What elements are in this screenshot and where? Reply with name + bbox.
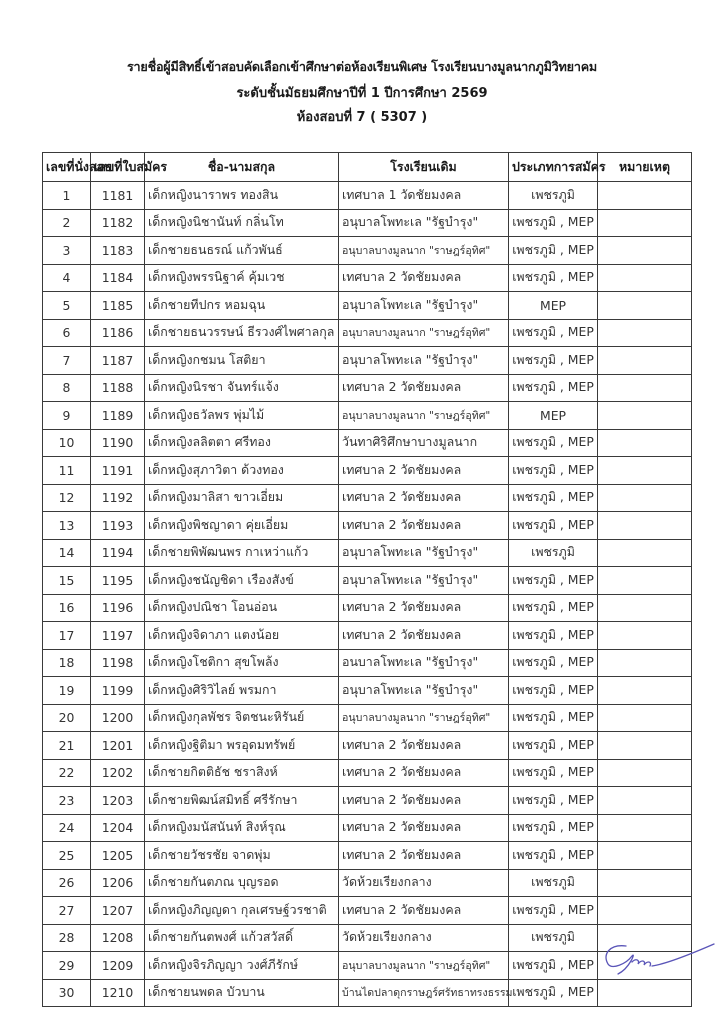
application-number-cell: 1183 [91, 237, 145, 265]
table-row [43, 979, 692, 1007]
application-type-cell: เพชรภูมิ , MEP [509, 649, 598, 677]
previous-school-cell: อนุบาลโพทะเล "รัฐบำรุง" [339, 347, 509, 375]
application-type-cell: เพชรภูมิ , MEP [509, 952, 598, 980]
previous-school-cell: เทศบาล 2 วัดชัยมงคล [339, 787, 509, 815]
previous-school-cell: บ้านไดปลาดุกราษฎร์ศรัทธาทรงธรรม [339, 979, 509, 1007]
table-row [43, 897, 692, 925]
previous-school-cell: เทศบาล 2 วัดชัยมงคล [339, 732, 509, 760]
application-type-cell: เพชรภูมิ , MEP [509, 457, 598, 485]
table-header-row [43, 153, 692, 182]
seat-number-cell: 24 [43, 814, 91, 842]
previous-school-cell: อนุบาลโพทะเล "รัฐบำรุง" [339, 209, 509, 237]
student-name-cell: เด็กหญิงชนัญชิดา เรืองสังข์ [145, 567, 339, 595]
application-type-cell: MEP [509, 292, 598, 320]
previous-school-cell: อนุบาลโพทะเล "รัฐบำรุง" [339, 292, 509, 320]
application-type-cell: เพชรภูมิ , MEP [509, 374, 598, 402]
seat-number-cell: 13 [43, 512, 91, 540]
previous-school-cell: เทศบาล 2 วัดชัยมงคล [339, 814, 509, 842]
student-name-cell: เด็กหญิงจิดาภา แตงน้อย [145, 622, 339, 650]
previous-school-cell: เทศบาล 2 วัดชัยมงคล [339, 374, 509, 402]
seat-number-cell: 29 [43, 952, 91, 980]
table-row [43, 539, 692, 567]
application-type-cell: เพชรภูมิ , MEP [509, 704, 598, 732]
application-number-cell: 1190 [91, 429, 145, 457]
seat-number-cell: 15 [43, 567, 91, 595]
seat-number-cell: 26 [43, 869, 91, 897]
application-number-cell: 1192 [91, 484, 145, 512]
application-number-cell: 1198 [91, 649, 145, 677]
seat-number-cell: 3 [43, 237, 91, 265]
student-name-cell: เด็กชายธนธรณ์ แก้วพันธ์ [145, 237, 339, 265]
column-header-seat-number: เลขที่นั่งสอบ [43, 153, 91, 182]
application-type-cell: เพชรภูมิ , MEP [509, 979, 598, 1007]
student-name-cell: เด็กชายทีปกร หอมฉุน [145, 292, 339, 320]
remarks-cell [598, 814, 692, 842]
application-type-cell: เพชรภูมิ , MEP [509, 897, 598, 925]
remarks-cell [598, 677, 692, 705]
application-type-cell: เพชรภูมิ , MEP [509, 347, 598, 375]
document-title: รายชื่อผู้มีสิทธิ์เข้าสอบคัดเลือกเข้าศึกษาต่อห้องเรียนพิเศษ โรงเรียนบางมูลนากภูมิวิทยาคม [126, 59, 598, 74]
application-number-cell: 1206 [91, 869, 145, 897]
application-type-cell: เพชรภูมิ , MEP [509, 429, 598, 457]
table-row [43, 814, 692, 842]
remarks-cell [598, 402, 692, 430]
student-name-cell: เด็กชายกิตติธัช ชราสิงห์ [145, 759, 339, 787]
candidate-table [42, 152, 692, 1007]
remarks-cell [598, 732, 692, 760]
seat-number-cell: 1 [43, 182, 91, 210]
previous-school-cell: เทศบาล 2 วัดชัยมงคล [339, 622, 509, 650]
application-type-cell: เพชรภูมิ , MEP [509, 622, 598, 650]
remarks-cell [598, 842, 692, 870]
application-type-cell: เพชรภูมิ [509, 869, 598, 897]
application-type-cell: เพชรภูมิ [509, 539, 598, 567]
previous-school-cell: อนบาลโพทะเล "รัฐบำรุง" [339, 649, 509, 677]
application-number-cell: 1205 [91, 842, 145, 870]
remarks-cell [598, 704, 692, 732]
previous-school-cell: เทศบาล 2 วัดชัยมงคล [339, 759, 509, 787]
previous-school-cell: อนุบาลบางมูลนาก "ราษฎร์อุทิศ" [339, 319, 509, 347]
student-name-cell: เด็กหญิงนาราพร ทองสิน [145, 182, 339, 210]
table-row [43, 704, 692, 732]
table-row [43, 512, 692, 540]
remarks-cell [598, 512, 692, 540]
application-number-cell: 1187 [91, 347, 145, 375]
student-name-cell: เด็กหญิงกชมน โสติยา [145, 347, 339, 375]
document-subtitle-room: ห้องสอบที่ 7 ( 5307 ) [296, 110, 428, 125]
previous-school-cell: เทศบาล 2 วัดชัยมงคล [339, 897, 509, 925]
table-row [43, 209, 692, 237]
remarks-cell [598, 429, 692, 457]
application-type-cell: เพชรภูมิ , MEP [509, 512, 598, 540]
student-name-cell: เด็กหญิงมาลิสา ขาวเอี่ยม [145, 484, 339, 512]
seat-number-cell: 28 [43, 924, 91, 952]
student-name-cell: เด็กหญิงจิรภิญญา วงศ์ภีรักษ์ [145, 952, 339, 980]
seat-number-cell: 18 [43, 649, 91, 677]
remarks-cell [598, 539, 692, 567]
application-number-cell: 1203 [91, 787, 145, 815]
application-type-cell: MEP [509, 402, 598, 430]
column-header-remarks: หมายเหตุ [598, 153, 692, 182]
seat-number-cell: 30 [43, 979, 91, 1007]
remarks-cell [598, 374, 692, 402]
student-name-cell: เด็กชายธนวรรษน์ ธีรวงศ์ไพศาลกุล [145, 319, 339, 347]
previous-school-cell: เทศบาล 2 วัดชัยมงคล [339, 457, 509, 485]
application-type-cell: เพชรภูมิ , MEP [509, 814, 598, 842]
previous-school-cell: เทศบาล 2 วัดชัยมงคล [339, 264, 509, 292]
application-number-cell: 1182 [91, 209, 145, 237]
previous-school-cell: อนุบาลบางมูลนาก "ราษฎร์อุทิศ" [339, 704, 509, 732]
seat-number-cell: 2 [43, 209, 91, 237]
table-row [43, 622, 692, 650]
application-type-cell: เพชรภูมิ , MEP [509, 732, 598, 760]
previous-school-cell: วัดห้วยเรียงกลาง [339, 924, 509, 952]
application-number-cell: 1207 [91, 897, 145, 925]
seat-number-cell: 23 [43, 787, 91, 815]
remarks-cell [598, 484, 692, 512]
remarks-cell [598, 622, 692, 650]
previous-school-cell: อนุบาลบางมูลนาก "ราษฎร์อุทิศ" [339, 402, 509, 430]
previous-school-cell: อนุบาลโพทะเล "รัฐบำรุง" [339, 677, 509, 705]
seat-number-cell: 10 [43, 429, 91, 457]
table-row [43, 319, 692, 347]
student-name-cell: เด็กหญิงภิญญดา กุลเศรษฐ์วรชาติ [145, 897, 339, 925]
remarks-cell [598, 182, 692, 210]
student-name-cell: เด็กหญิงสุภาวิตา ด้วงทอง [145, 457, 339, 485]
application-number-cell: 1191 [91, 457, 145, 485]
table-row [43, 347, 692, 375]
seat-number-cell: 7 [43, 347, 91, 375]
table-row [43, 264, 692, 292]
table-row [43, 374, 692, 402]
remarks-cell [598, 787, 692, 815]
table-row [43, 869, 692, 897]
application-number-cell: 1200 [91, 704, 145, 732]
student-name-cell: เด็กชายพิพัฒนพร กาเหว่าแก้ว [145, 539, 339, 567]
seat-number-cell: 27 [43, 897, 91, 925]
student-name-cell: เด็กหญิงฐิติมา พรอุดมทรัพย์ [145, 732, 339, 760]
table-row [43, 924, 692, 952]
previous-school-cell: อนุบาลบางมูลนาก "ราษฎร์อุทิศ" [339, 237, 509, 265]
previous-school-cell: เทศบาล 2 วัดชัยมงคล [339, 484, 509, 512]
application-number-cell: 1181 [91, 182, 145, 210]
student-name-cell: เด็กหญิงพิชญาดา คุ่ยเอี่ยม [145, 512, 339, 540]
application-number-cell: 1210 [91, 979, 145, 1007]
application-number-cell: 1193 [91, 512, 145, 540]
application-type-cell: เพชรภูมิ , MEP [509, 237, 598, 265]
seat-number-cell: 17 [43, 622, 91, 650]
student-name-cell: เด็กหญิงพรรนิฐาค์ คุ้มเวช [145, 264, 339, 292]
application-type-cell: เพชรภูมิ , MEP [509, 677, 598, 705]
seat-number-cell: 14 [43, 539, 91, 567]
seat-number-cell: 6 [43, 319, 91, 347]
column-header-application-type: ประเภทการสมัคร [509, 153, 598, 182]
student-name-cell: เด็กชายกันตภณ บุญรอด [145, 869, 339, 897]
remarks-cell [598, 319, 692, 347]
previous-school-cell: เทศบาล 1 วัดชัยมงคล [339, 182, 509, 210]
student-name-cell: เด็กหญิงมนัสนันท์ สิงห์รุณ [145, 814, 339, 842]
remarks-cell [598, 292, 692, 320]
application-number-cell: 1195 [91, 567, 145, 595]
seat-number-cell: 4 [43, 264, 91, 292]
application-number-cell: 1202 [91, 759, 145, 787]
student-name-cell: เด็กชายพิฒน์สมิทธิ์ ศรีรักษา [145, 787, 339, 815]
seat-number-cell: 19 [43, 677, 91, 705]
seat-number-cell: 22 [43, 759, 91, 787]
application-type-cell: เพชรภูมิ , MEP [509, 787, 598, 815]
previous-school-cell: วัดห้วยเรียงกลาง [339, 869, 509, 897]
application-type-cell: เพชรภูมิ [509, 924, 598, 952]
student-name-cell: เด็กหญิงนิชานันท์ กลิ่นโท [145, 209, 339, 237]
table-row [43, 842, 692, 870]
application-type-cell: เพชรภูมิ , MEP [509, 319, 598, 347]
application-type-cell: เพชรภูมิ , MEP [509, 594, 598, 622]
application-number-cell: 1201 [91, 732, 145, 760]
table-row [43, 787, 692, 815]
seat-number-cell: 25 [43, 842, 91, 870]
student-name-cell: เด็กชายนพดล บัวบาน [145, 979, 339, 1007]
previous-school-cell: อนุบาลโพทะเล "รัฐบำรุง" [339, 539, 509, 567]
table-row [43, 429, 692, 457]
remarks-cell [598, 759, 692, 787]
table-row [43, 732, 692, 760]
previous-school-cell: อนุบาลบางมูลนาก "ราษฎร์อุทิศ" [339, 952, 509, 980]
application-number-cell: 1185 [91, 292, 145, 320]
seat-number-cell: 20 [43, 704, 91, 732]
table-row [43, 484, 692, 512]
seat-number-cell: 8 [43, 374, 91, 402]
application-number-cell: 1199 [91, 677, 145, 705]
student-name-cell: เด็กชายวัชรชัย จาดพุ่ม [145, 842, 339, 870]
application-type-cell: เพชรภูมิ , MEP [509, 842, 598, 870]
table-row [43, 292, 692, 320]
student-name-cell: เด็กหญิงกุลพัชร จิตชนะหิรันย์ [145, 704, 339, 732]
table-row [43, 182, 692, 210]
column-header-full-name: ชื่อ-นามสกุล [145, 153, 339, 182]
remarks-cell [598, 649, 692, 677]
remarks-cell [598, 347, 692, 375]
remarks-cell [598, 209, 692, 237]
seat-number-cell: 21 [43, 732, 91, 760]
application-number-cell: 1208 [91, 924, 145, 952]
remarks-cell [598, 264, 692, 292]
table-row [43, 649, 692, 677]
student-name-cell: เด็กหญิงโชติกา สุขโพล้ง [145, 649, 339, 677]
student-name-cell: เด็กหญิงศิริวิไลย์ พรมกา [145, 677, 339, 705]
application-type-cell: เพชรภูมิ , MEP [509, 484, 598, 512]
table-row [43, 237, 692, 265]
application-type-cell: เพชรภูมิ , MEP [509, 759, 598, 787]
previous-school-cell: วันทาศิริศึกษาบางมูลนาก [339, 429, 509, 457]
document-subtitle-level: ระดับชั้นมัธยมศึกษาปีที่ 1 ปีการศึกษา 2569 [236, 86, 488, 101]
student-name-cell: เด็กหญิงลลิตตา ศรีทอง [145, 429, 339, 457]
table-row [43, 759, 692, 787]
column-header-previous-school: โรงเรียนเดิม [339, 153, 509, 182]
application-type-cell: เพชรภูมิ [509, 182, 598, 210]
application-number-cell: 1197 [91, 622, 145, 650]
student-name-cell: เด็กหญิงปณิชา โอนอ่อน [145, 594, 339, 622]
application-number-cell: 1204 [91, 814, 145, 842]
seat-number-cell: 5 [43, 292, 91, 320]
remarks-cell [598, 869, 692, 897]
seat-number-cell: 9 [43, 402, 91, 430]
table-row [43, 952, 692, 980]
table-row [43, 677, 692, 705]
application-number-cell: 1194 [91, 539, 145, 567]
remarks-cell [598, 567, 692, 595]
signature-icon [596, 940, 716, 985]
table-body [43, 182, 692, 1007]
seat-number-cell: 16 [43, 594, 91, 622]
table-row [43, 402, 692, 430]
remarks-cell [598, 237, 692, 265]
student-name-cell: เด็กหญิงนิรชา จันทร์แจ้ง [145, 374, 339, 402]
remarks-cell [598, 897, 692, 925]
application-number-cell: 1196 [91, 594, 145, 622]
column-header-application-number: เลขที่ใบสมัคร [91, 153, 145, 182]
seat-number-cell: 12 [43, 484, 91, 512]
remarks-cell [598, 457, 692, 485]
application-number-cell: 1209 [91, 952, 145, 980]
application-number-cell: 1184 [91, 264, 145, 292]
previous-school-cell: อนุบาลโพทะเล "รัฐบำรุง" [339, 567, 509, 595]
previous-school-cell: เทศบาล 2 วัดชัยมงคล [339, 842, 509, 870]
previous-school-cell: เทศบาล 2 วัดชัยมงคล [339, 512, 509, 540]
application-type-cell: เพชรภูมิ , MEP [509, 264, 598, 292]
table-row [43, 567, 692, 595]
application-type-cell: เพชรภูมิ , MEP [509, 567, 598, 595]
application-number-cell: 1189 [91, 402, 145, 430]
remarks-cell [598, 594, 692, 622]
application-number-cell: 1186 [91, 319, 145, 347]
student-name-cell: เด็กหญิงธวัลพร พุ่มไม้ [145, 402, 339, 430]
application-type-cell: เพชรภูมิ , MEP [509, 209, 598, 237]
table-row [43, 457, 692, 485]
application-number-cell: 1188 [91, 374, 145, 402]
student-name-cell: เด็กชายกันตพงศ์ แก้วสวัสดิ์ [145, 924, 339, 952]
table-row [43, 594, 692, 622]
previous-school-cell: เทศบาล 2 วัดชัยมงคล [339, 594, 509, 622]
seat-number-cell: 11 [43, 457, 91, 485]
